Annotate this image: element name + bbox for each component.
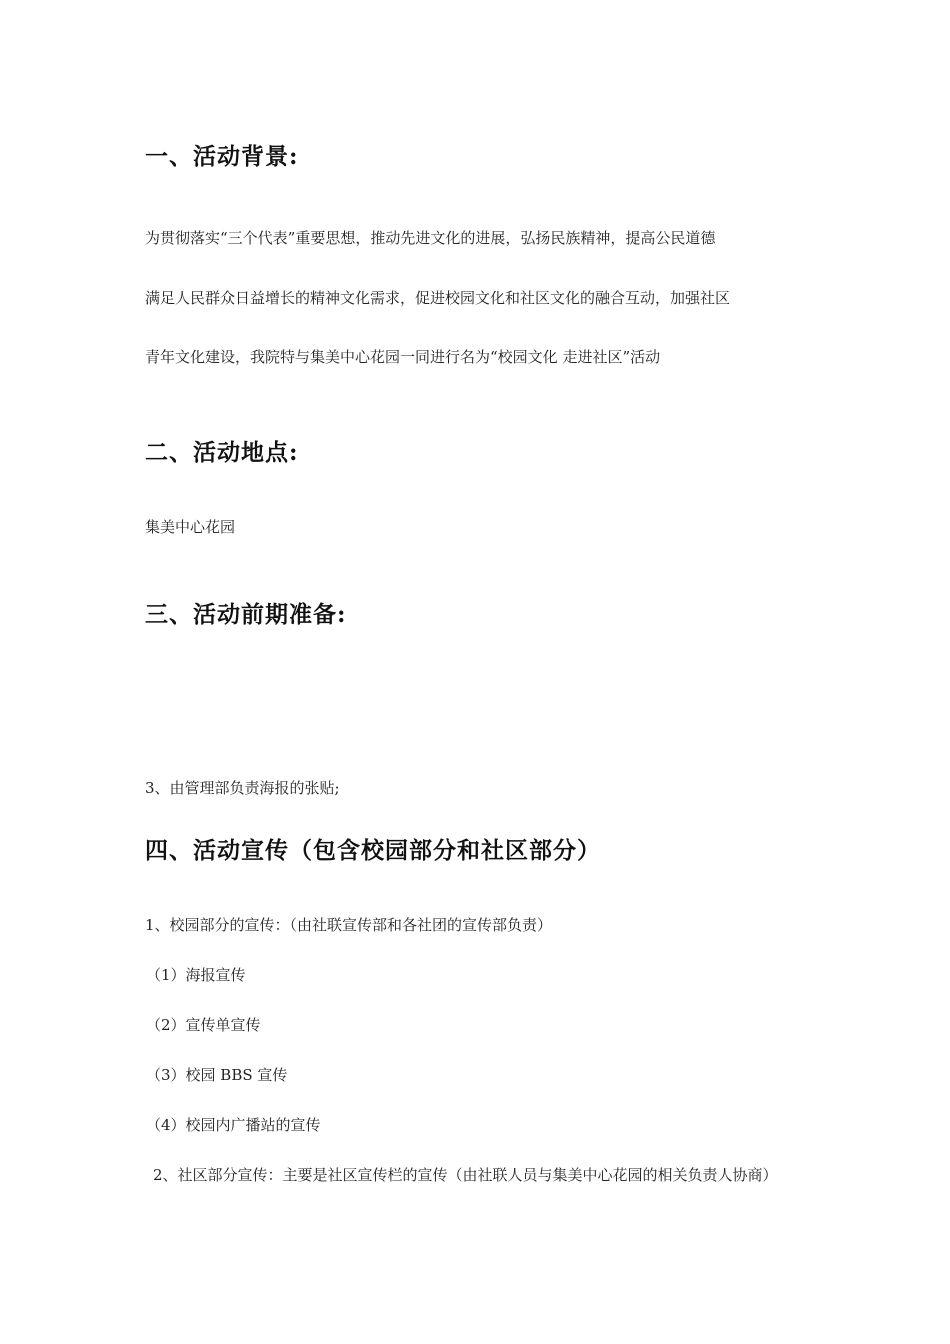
section-heading-background: 一、活动背景: [145, 143, 299, 170]
section-heading-location: 二、活动地点: [145, 439, 299, 466]
campus-publicity-item-1: （1）海报宣传 [146, 966, 246, 984]
campus-publicity-intro: 1、校园部分的宣传：（由社联宣传部和各社团的宣传部负责） [145, 916, 553, 934]
section-heading-publicity: 四、活动宣传（包含校园部分和社区部分） [145, 837, 601, 864]
background-paragraph-line-1: 为贯彻落实“三个代表”重要思想，推动先进文化的进展，弘扬民族精神，提高公民道德 [145, 229, 716, 247]
campus-publicity-item-4: （4）校园内广播站的宣传 [146, 1116, 321, 1134]
section-heading-preparation: 三、活动前期准备: [145, 601, 347, 628]
campus-publicity-item-3: （3）校园 BBS 宣传 [146, 1066, 288, 1084]
background-paragraph-line-3: 青年文化建设，我院特与集美中心花园一同进行名为“校园文化 走进社区”活动 [145, 348, 661, 366]
background-paragraph-line-2: 满足人民群众日益增长的精神文化需求，促进校园文化和社区文化的融合互动，加强社区 [145, 289, 731, 307]
location-text: 集美中心花园 [145, 518, 236, 536]
campus-publicity-item-2: （2）宣传单宣传 [146, 1016, 261, 1034]
preparation-item-3: 3、由管理部负责海报的张贴; [145, 779, 340, 797]
community-publicity-text: 2、社区部分宣传：主要是社区宣传栏的宣传（由社联人员与集美中心花园的相关负责人协商） [153, 1166, 778, 1184]
